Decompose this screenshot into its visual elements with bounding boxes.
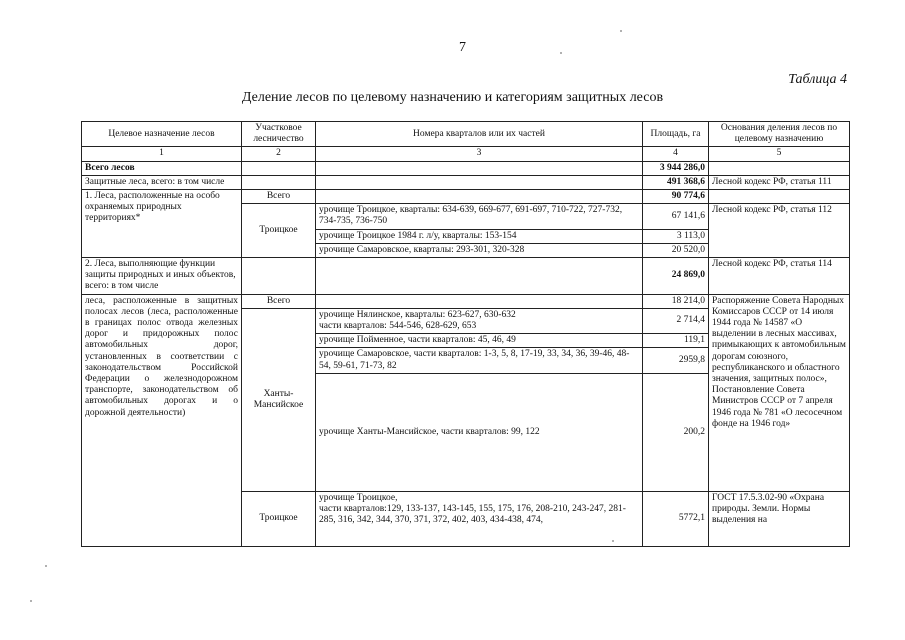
header-district: Участковое лесничество (242, 122, 316, 147)
table-row (82, 294, 850, 308)
group3-row5-district: Троицкое (242, 491, 316, 546)
group1-row3-quarters: урочище Самаровское, кварталы: 293-301, 320-328 (316, 243, 643, 257)
group2-area: 24 869,0 (643, 258, 709, 295)
group1-row2-quarters: урочище Троицкое 1984 г. л/у, кварталы: 153-154 (316, 229, 643, 243)
group1-all: Всего (242, 190, 316, 204)
protective-forests-basis: Лесной кодекс РФ, статья 111 (709, 175, 850, 189)
page-number: 7 (459, 40, 466, 55)
header-area: Площадь, га (643, 122, 709, 147)
group1-row1-area: 67 141,6 (643, 204, 709, 229)
protective-forests-label: Защитные леса, всего: в том числе (82, 175, 242, 189)
group1-all-area: 90 774,6 (643, 190, 709, 204)
total-forests-area: 3 944 286,0 (643, 161, 709, 175)
header-basis: Основания деления лесов по целевому назначению (709, 122, 850, 147)
group3-all: Всего (242, 294, 316, 308)
group3-row5-quarters (316, 491, 643, 546)
scan-speck (612, 540, 614, 542)
table-row (82, 161, 850, 175)
group2-label: 2. Леса, выполняющие функции защиты природных и иных объектов, всего: в том числе (82, 258, 242, 295)
document-title: Деление лесов по целевому назначению и категориям защитных лесов (241, 90, 664, 105)
group2-basis: Лесной кодекс РФ, статья 114 (709, 258, 850, 295)
group3-row1-line1: урочище Нялинское, кварталы: 623-627, 630-632 (319, 309, 516, 320)
header-quarters: Номера кварталов или их частей (316, 122, 643, 147)
header-row (82, 122, 850, 147)
column-number: 1 (82, 147, 242, 161)
column-number: 3 (316, 147, 643, 161)
protective-forests-area: 491 368,6 (643, 175, 709, 189)
header-number-row (82, 147, 850, 161)
group3-row1-line2: части кварталов: 544-546, 628-629, 653 (319, 321, 477, 332)
group3-row5-line1: урочище Троицкое, (319, 492, 398, 503)
group3-row1-quarters (316, 308, 643, 333)
group3-row5-area: 5772,1 (643, 491, 709, 546)
group1-label: 1. Леса, расположенные на особо охраняемых природных территориях* (82, 190, 242, 258)
group3-row4-quarters: урочище Ханты-Мансийское, части кварталов: 99, 122 (316, 373, 643, 491)
group3-district: Ханты-Мансийское (242, 308, 316, 491)
scan-speck (30, 600, 32, 602)
table-row (82, 258, 850, 295)
group1-basis: Лесной кодекс РФ, статья 112 (709, 204, 850, 258)
column-number: 5 (709, 147, 850, 161)
group3-basis: Распоряжение Совета Народных Комиссаров СССР от 14 июля 1944 года № 14587 «О выделении в лесных массивах, примыкающих к автомобильным дорогам союзного, республиканского и областного значения, защитных полос», Постановление Совета Министров СССР от 7 апреля 1946 года № 781 «О лесосечном фонде на 1946 год» (709, 294, 850, 491)
scan-speck (560, 52, 562, 54)
total-forests-label: Всего лесов (82, 161, 242, 175)
scan-speck (620, 30, 622, 32)
group3-row2-area: 119,1 (643, 334, 709, 348)
group3-row5-line2: части кварталов:129, 133-137, 143-145, 155, 175, 176, 208-210, 243-247, 281-285, 316, 342, 344, 370, 371, 372, 402, 403, 434-438, 474, (319, 504, 626, 526)
table-row (82, 175, 850, 189)
group1-district: Троицкое (242, 204, 316, 258)
group3-row2-quarters: урочище Пойменное, части кварталов: 45, 46, 49 (316, 334, 643, 348)
group1-row2-area: 3 113,0 (643, 229, 709, 243)
table-label: Таблица 4 (788, 72, 847, 87)
scan-speck (45, 565, 47, 567)
group1-row1-quarters: урочище Троицкое, кварталы: 634-639, 669-677, 691-697, 710-722, 727-732, 734-735, 736-750 (316, 204, 643, 229)
group3-row4-area: 200,2 (643, 373, 709, 491)
forest-division-table (81, 121, 850, 547)
header-purpose: Целевое назначение лесов (82, 122, 242, 147)
group1-row3-area: 20 520,0 (643, 243, 709, 257)
column-number: 2 (242, 147, 316, 161)
group3-row3-area: 2959,8 (643, 348, 709, 373)
table-row (82, 190, 850, 204)
group3-all-area: 18 214,0 (643, 294, 709, 308)
column-number: 4 (643, 147, 709, 161)
group3-row3-quarters: урочище Самаровское, части кварталов: 1-3, 5, 8, 17-19, 33, 34, 36, 39-46, 48-54, 59-61, 71-73, 82 (316, 348, 643, 373)
group3-label: леса, расположенные в защитных полосах лесов (леса, расположенные в границах полос отвода железных дорог и придорожных полос автомобильных дорог, установленных в соответствии с законодательством Российской Федерации о железнодорожном транспорте, законодательством об автомобильных дорогах и о дорожной деятельности) (82, 294, 242, 546)
group3-row1-area: 2 714,4 (643, 308, 709, 333)
group3-row5-basis: ГОСТ 17.5.3.02-90 «Охрана природы. Земли. Нормы выделения на (709, 491, 850, 546)
